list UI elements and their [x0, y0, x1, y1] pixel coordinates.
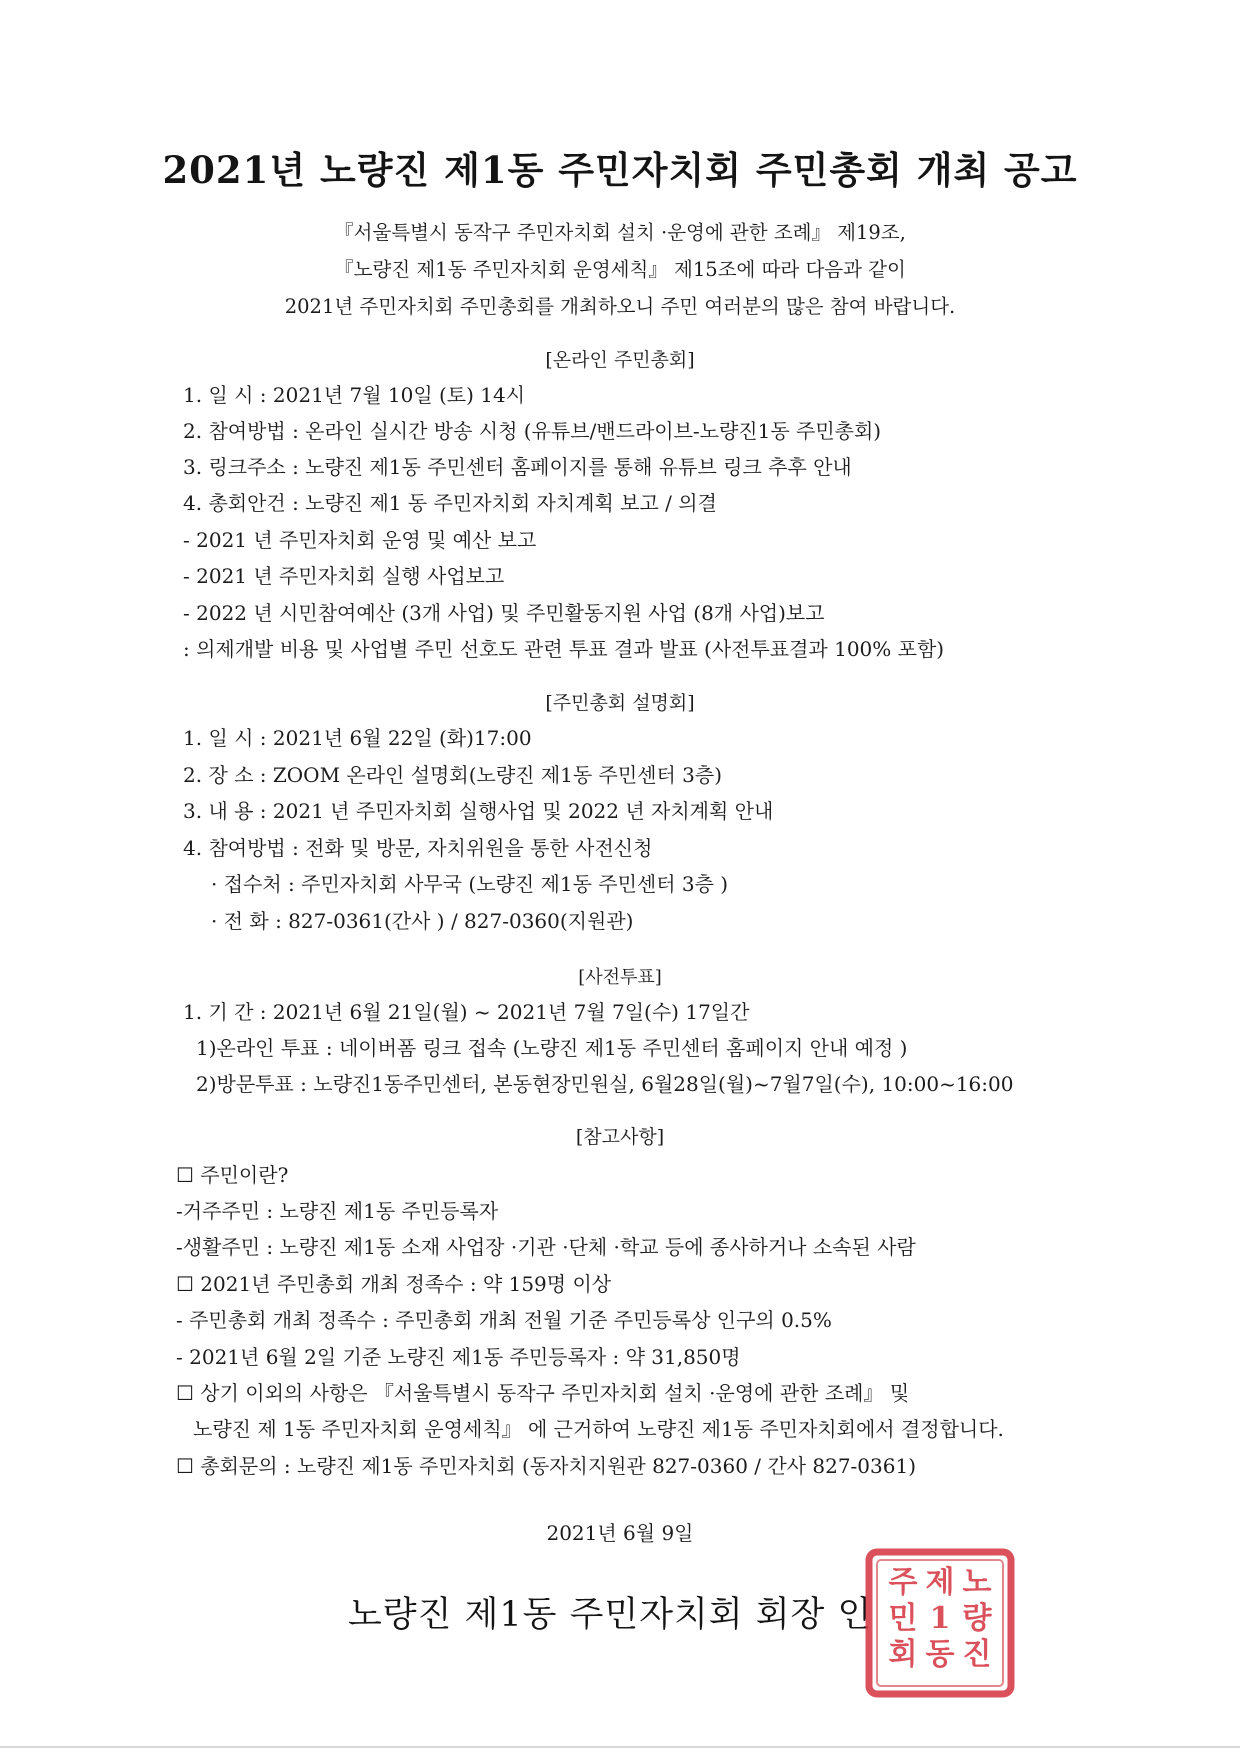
page-bottom-rule: [0, 1746, 1240, 1748]
online-line: 2. 참여방법 : 온라인 실시간 방송 시청 (유튜브/밴드라이브-노량진1동 주민총회): [183, 419, 882, 443]
intro-line: 2021년 주민자치회 주민총회를 개최하오니 주민 여러분의 많은 참여 바랍니다.: [284, 295, 956, 318]
briefing-line: 4. 참여방법 : 전화 및 방문, 자치위원을 통한 사전신청: [183, 836, 653, 860]
prevote-line: 1. 기 간 : 2021년 6월 21일(월) ~ 2021년 7월 7일(수) 17일간: [183, 1000, 750, 1024]
svg-text:량: 량: [962, 1601, 992, 1636]
intro-line: 『서울특별시 동작구 주민자치회 설치 ·운영에 관한 조례』 제19조,: [334, 221, 906, 244]
briefing-line: 3. 내 용 : 2021 년 주민자치회 실행사업 및 2022 년 자치계획 안내: [183, 799, 774, 823]
briefing-line: 2. 장 소 : ZOOM 온라인 설명회(노량진 제1동 주민센터 3층): [183, 763, 723, 787]
svg-text:제: 제: [925, 1565, 955, 1600]
briefing-line: · 접수처 : 주민자치회 사무국 (노량진 제1동 주민센터 3층 ): [211, 872, 729, 896]
prevote-heading: [사전투표]: [578, 967, 662, 988]
intro-line: 『노량진 제1동 주민자치회 운영세칙』 제15조에 따라 다음과 같이: [334, 258, 906, 281]
svg-text:진: 진: [962, 1637, 992, 1672]
official-seal-stamp: [865, 1548, 1015, 1698]
svg-text:노: 노: [962, 1565, 992, 1600]
online-line: 1. 일 시 : 2021년 7월 10일 (토) 14시: [183, 383, 526, 407]
signer-name: 노량진 제1동 주민자치회 회장 인: [348, 1595, 873, 1635]
notes-line: - 2021년 6월 2일 기준 노량진 제1동 주민등록자 : 약 31,850명: [176, 1345, 741, 1369]
notes-line: 노량진 제 1동 주민자치회 운영세칙』 에 근거하여 노량진 제1동 주민자치회에서 결정합니다.: [193, 1417, 1004, 1441]
notes-heading: [참고사항]: [575, 1126, 665, 1148]
notes-line: ☐ 총회문의 : 노량진 제1동 주민자치회 (동자치지원관 827-0360 / 간사 827-0361): [176, 1454, 917, 1478]
online-line: - 2021 년 주민자치회 실행 사업보고: [183, 564, 505, 588]
notes-line: -생활주민 : 노량진 제1동 소재 사업장 ·기관 ·단체 ·학교 등에 종사하거나 소속된 사람: [176, 1235, 916, 1259]
online-line: : 의제개발 비용 및 사업별 주민 선호도 관련 투표 결과 발표 (사전투표결과 100% 포함): [183, 637, 945, 661]
svg-text:주: 주: [888, 1565, 918, 1600]
prevote-line: 1)온라인 투표 : 네이버폼 링크 접속 (노량진 제1동 주민센터 홈페이지 안내 예정 ): [196, 1036, 908, 1060]
svg-text:민: 민: [888, 1601, 918, 1636]
briefing-line: · 전 화 : 827-0361(간사 ) / 827-0360(지원관): [211, 909, 634, 933]
online-line: 3. 링크주소 : 노량진 제1동 주민센터 홈페이지를 통해 유튜브 링크 추후 안내: [183, 455, 852, 479]
intro-paragraph: [0, 214, 1240, 325]
prevote-line: 2)방문투표 : 노량진1동주민센터, 본동현장민원실, 6월28일(월)~7월7일(수), 10:00~16:00: [196, 1072, 1014, 1096]
svg-text:회: 회: [888, 1637, 918, 1672]
online-line: - 2021 년 주민자치회 운영 및 예산 보고: [183, 528, 537, 552]
online-line: 4. 총회안건 : 노량진 제1 동 주민자치회 자치계획 보고 / 의결: [183, 491, 717, 515]
online-meeting-heading: [온라인 주민총회]: [545, 349, 695, 371]
page-title: 2021년 노량진 제1동 주민자치회 주민총회 개최 공고: [162, 148, 1078, 192]
notice-date: 2021년 6월 9일: [546, 1521, 694, 1545]
notes-line: ☐ 주민이란?: [176, 1163, 289, 1187]
online-line: - 2022 년 시민참여예산 (3개 사업) 및 주민활동지원 사업 (8개 사업)보고: [183, 601, 825, 625]
briefing-line: 1. 일 시 : 2021년 6월 22일 (화)17:00: [183, 726, 532, 750]
svg-text:1: 1: [929, 1601, 951, 1636]
svg-text:동: 동: [925, 1637, 955, 1672]
notes-line: - 주민총회 개최 정족수 : 주민총회 개최 전월 기준 주민등록상 인구의 0.5%: [176, 1308, 832, 1332]
briefing-heading: [주민총회 설명회]: [545, 692, 695, 714]
notes-line: ☐ 2021년 주민총회 개최 정족수 : 약 159명 이상: [176, 1272, 612, 1296]
notes-line: -거주주민 : 노량진 제1동 주민등록자: [176, 1199, 499, 1223]
notes-line: ☐ 상기 이외의 사항은 『서울특별시 동작구 주민자치회 설치 ·운영에 관한 조례』 및: [176, 1381, 910, 1405]
